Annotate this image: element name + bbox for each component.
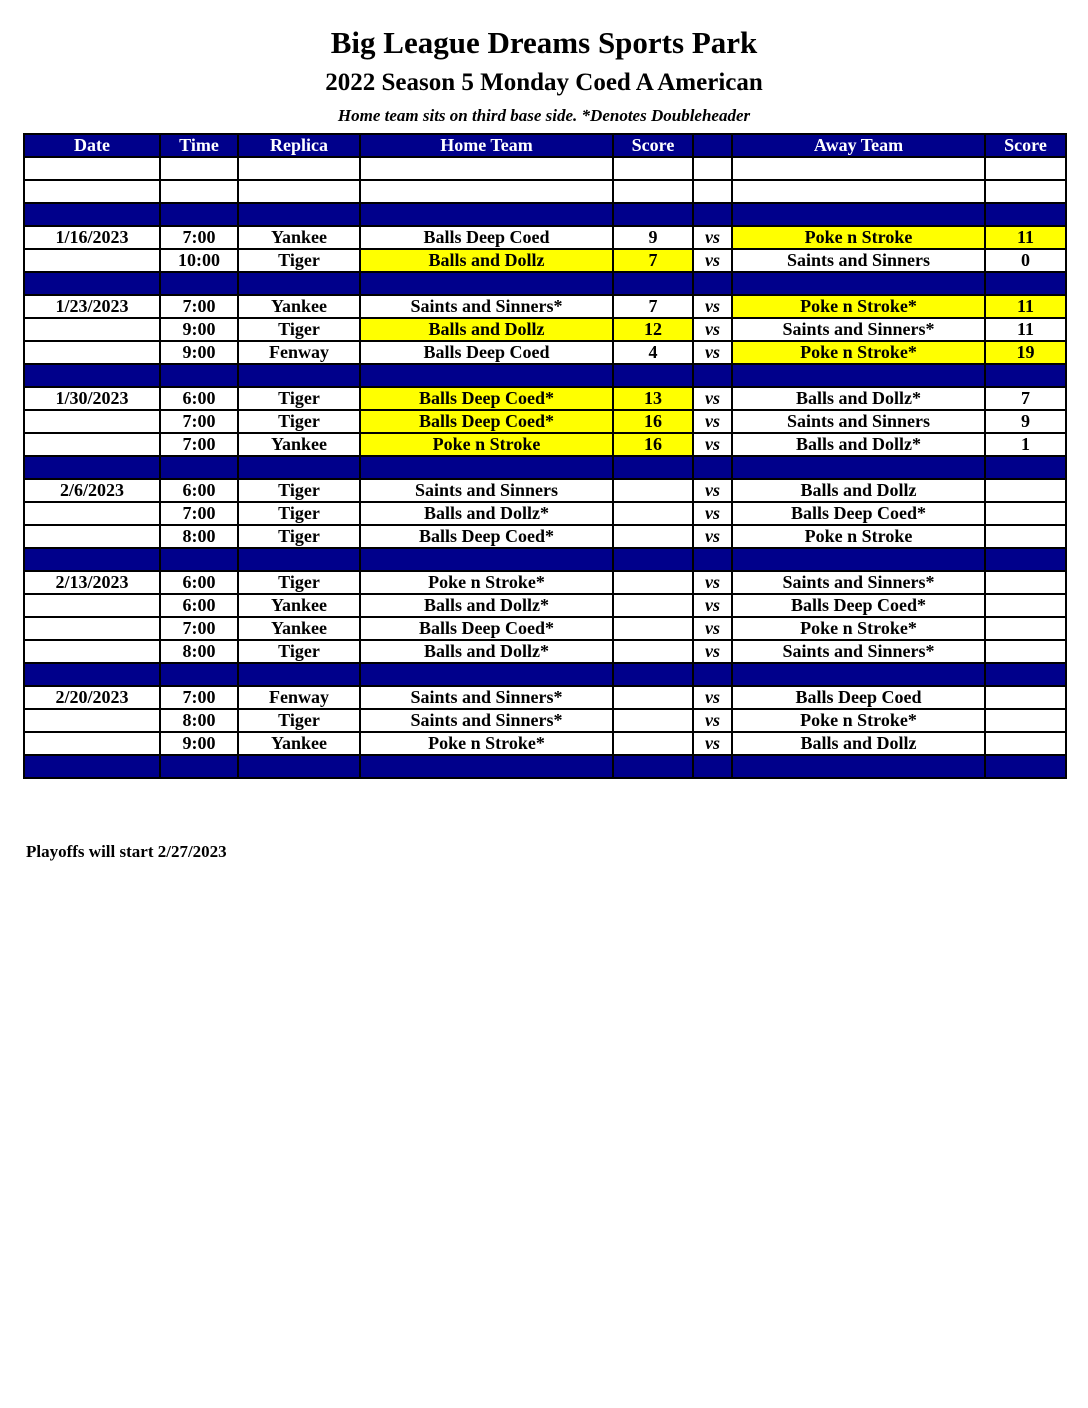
away-team-cell: Balls and Dollz* <box>732 387 985 410</box>
empty-cell <box>732 157 985 180</box>
date-cell: 1/23/2023 <box>24 295 160 318</box>
vs-cell: vs <box>693 433 732 456</box>
away-team-cell: Balls and Dollz <box>732 732 985 755</box>
vs-cell: vs <box>693 732 732 755</box>
away-team-cell: Poke n Stroke* <box>732 341 985 364</box>
game-row <box>24 732 1066 755</box>
separator-cell <box>613 456 693 479</box>
time-cell: 10:00 <box>160 249 238 272</box>
vs-cell: vs <box>693 571 732 594</box>
away-score-cell <box>985 732 1066 755</box>
replica-cell: Tiger <box>238 525 360 548</box>
game-row <box>24 594 1066 617</box>
separator-cell <box>360 364 613 387</box>
home-team-cell: Saints and Sinners <box>360 479 613 502</box>
vs-cell: vs <box>693 479 732 502</box>
empty-cell <box>24 157 160 180</box>
separator-cell <box>693 755 732 778</box>
col-header-vs <box>693 134 732 157</box>
date-cell: 2/13/2023 <box>24 571 160 594</box>
home-team-cell: Balls Deep Coed <box>360 341 613 364</box>
empty-cell <box>693 180 732 203</box>
home-score-cell: 7 <box>613 295 693 318</box>
game-row <box>24 318 1066 341</box>
separator-cell <box>360 456 613 479</box>
replica-cell: Yankee <box>238 617 360 640</box>
date-cell <box>24 341 160 364</box>
separator-cell <box>360 203 613 226</box>
separator-cell <box>160 272 238 295</box>
separator-cell <box>732 663 985 686</box>
replica-cell: Tiger <box>238 502 360 525</box>
separator-cell <box>732 364 985 387</box>
separator-cell <box>160 663 238 686</box>
separator-cell <box>613 755 693 778</box>
away-team-cell: Saints and Sinners <box>732 410 985 433</box>
separator-cell <box>732 548 985 571</box>
schedule-body <box>24 157 1066 778</box>
away-score-cell: 7 <box>985 387 1066 410</box>
home-score-cell: 7 <box>613 249 693 272</box>
away-team-cell: Poke n Stroke <box>732 226 985 249</box>
home-score-cell: 9 <box>613 226 693 249</box>
replica-cell: Yankee <box>238 594 360 617</box>
replica-cell: Tiger <box>238 387 360 410</box>
empty-cell <box>693 157 732 180</box>
separator-cell <box>693 456 732 479</box>
home-score-cell <box>613 525 693 548</box>
separator-cell <box>360 755 613 778</box>
separator-cell <box>732 755 985 778</box>
time-cell: 7:00 <box>160 617 238 640</box>
col-header-replica: Replica <box>238 134 360 157</box>
col-header-home-score: Score <box>613 134 693 157</box>
date-cell <box>24 410 160 433</box>
game-row <box>24 617 1066 640</box>
separator-cell <box>732 203 985 226</box>
separator-cell <box>693 663 732 686</box>
empty-cell <box>238 157 360 180</box>
time-cell: 8:00 <box>160 709 238 732</box>
away-score-cell <box>985 525 1066 548</box>
vs-cell: vs <box>693 226 732 249</box>
separator-cell <box>985 548 1066 571</box>
away-team-cell: Poke n Stroke* <box>732 709 985 732</box>
game-row <box>24 249 1066 272</box>
separator-cell <box>693 272 732 295</box>
replica-cell: Fenway <box>238 341 360 364</box>
home-team-cell: Saints and Sinners* <box>360 686 613 709</box>
separator-cell <box>732 272 985 295</box>
separator-cell <box>360 272 613 295</box>
game-row <box>24 571 1066 594</box>
page-title: Big League Dreams Sports Park <box>330 25 758 60</box>
separator-cell <box>732 456 985 479</box>
away-team-cell: Balls Deep Coed <box>732 686 985 709</box>
separator-cell <box>613 663 693 686</box>
game-row <box>24 295 1066 318</box>
vs-cell: vs <box>693 640 732 663</box>
home-team-cell: Balls Deep Coed* <box>360 410 613 433</box>
home-score-cell <box>613 594 693 617</box>
game-row <box>24 686 1066 709</box>
separator-cell <box>238 663 360 686</box>
away-score-cell <box>985 640 1066 663</box>
home-team-cell: Balls and Dollz <box>360 249 613 272</box>
game-row <box>24 709 1066 732</box>
time-cell: 9:00 <box>160 341 238 364</box>
home-score-cell <box>613 479 693 502</box>
away-score-cell: 0 <box>985 249 1066 272</box>
home-score-cell: 16 <box>613 433 693 456</box>
separator-cell <box>160 548 238 571</box>
empty-cell <box>160 157 238 180</box>
col-header-time: Time <box>160 134 238 157</box>
away-team-cell: Balls and Dollz <box>732 479 985 502</box>
time-cell: 7:00 <box>160 502 238 525</box>
separator-cell <box>360 548 613 571</box>
replica-cell: Yankee <box>238 732 360 755</box>
col-header-away-score: Score <box>985 134 1066 157</box>
home-team-cell: Balls and Dollz* <box>360 594 613 617</box>
date-cell: 2/6/2023 <box>24 479 160 502</box>
game-row <box>24 479 1066 502</box>
home-score-cell <box>613 686 693 709</box>
separator-cell <box>693 203 732 226</box>
date-cell: 1/16/2023 <box>24 226 160 249</box>
date-cell <box>24 732 160 755</box>
game-row <box>24 226 1066 249</box>
home-team-cell: Balls Deep Coed* <box>360 617 613 640</box>
away-score-cell <box>985 686 1066 709</box>
away-score-cell: 1 <box>985 433 1066 456</box>
away-score-cell <box>985 502 1066 525</box>
home-team-cell: Poke n Stroke* <box>360 732 613 755</box>
home-team-cell: Balls and Dollz* <box>360 502 613 525</box>
separator-cell <box>238 272 360 295</box>
game-row <box>24 502 1066 525</box>
home-team-cell: Balls Deep Coed* <box>360 387 613 410</box>
playoffs-note: Playoffs will start 2/27/2023 <box>26 842 227 861</box>
date-cell <box>24 640 160 663</box>
separator-cell <box>613 272 693 295</box>
separator-cell <box>24 203 160 226</box>
schedule-table <box>23 133 1067 779</box>
away-team-cell: Balls and Dollz* <box>732 433 985 456</box>
separator-cell <box>985 364 1066 387</box>
empty-cell <box>732 180 985 203</box>
time-cell: 9:00 <box>160 732 238 755</box>
vs-cell: vs <box>693 387 732 410</box>
date-cell <box>24 433 160 456</box>
date-cell <box>24 709 160 732</box>
game-row <box>24 433 1066 456</box>
game-row <box>24 525 1066 548</box>
home-team-cell: Balls and Dollz <box>360 318 613 341</box>
vs-cell: vs <box>693 502 732 525</box>
away-team-cell: Poke n Stroke <box>732 525 985 548</box>
away-team-cell: Balls Deep Coed* <box>732 594 985 617</box>
away-team-cell: Saints and Sinners <box>732 249 985 272</box>
replica-cell: Yankee <box>238 226 360 249</box>
date-cell <box>24 249 160 272</box>
separator-cell <box>24 663 160 686</box>
time-cell: 7:00 <box>160 226 238 249</box>
vs-cell: vs <box>693 341 732 364</box>
date-cell <box>24 594 160 617</box>
separator-cell <box>24 456 160 479</box>
separator-cell <box>693 364 732 387</box>
away-score-cell: 9 <box>985 410 1066 433</box>
vs-cell: vs <box>693 525 732 548</box>
week-separator-row <box>24 203 1066 226</box>
empty-cell <box>160 180 238 203</box>
week-separator-row <box>24 663 1066 686</box>
replica-cell: Yankee <box>238 295 360 318</box>
separator-cell <box>238 456 360 479</box>
empty-row <box>24 180 1066 203</box>
separator-cell <box>613 203 693 226</box>
separator-cell <box>985 663 1066 686</box>
separator-cell <box>693 548 732 571</box>
week-separator-row <box>24 364 1066 387</box>
separator-cell <box>160 456 238 479</box>
away-team-cell: Balls Deep Coed* <box>732 502 985 525</box>
separator-cell <box>985 456 1066 479</box>
date-cell <box>24 502 160 525</box>
empty-cell <box>360 157 613 180</box>
vs-cell: vs <box>693 686 732 709</box>
away-score-cell: 11 <box>985 318 1066 341</box>
home-score-cell <box>613 502 693 525</box>
separator-cell <box>24 272 160 295</box>
home-team-cell: Balls and Dollz* <box>360 640 613 663</box>
replica-cell: Yankee <box>238 433 360 456</box>
week-separator-row <box>24 548 1066 571</box>
separator-cell <box>160 755 238 778</box>
home-score-cell <box>613 571 693 594</box>
away-score-cell <box>985 709 1066 732</box>
vs-cell: vs <box>693 709 732 732</box>
empty-cell <box>238 180 360 203</box>
schedule-note: Home team sits on third base side. *Denotes Doubleheader <box>337 106 751 125</box>
away-score-cell <box>985 571 1066 594</box>
time-cell: 7:00 <box>160 410 238 433</box>
separator-cell <box>160 364 238 387</box>
game-row <box>24 341 1066 364</box>
separator-cell <box>985 272 1066 295</box>
replica-cell: Tiger <box>238 571 360 594</box>
home-score-cell <box>613 732 693 755</box>
away-team-cell: Poke n Stroke* <box>732 295 985 318</box>
home-team-cell: Balls Deep Coed* <box>360 525 613 548</box>
vs-cell: vs <box>693 295 732 318</box>
date-cell: 1/30/2023 <box>24 387 160 410</box>
vs-cell: vs <box>693 410 732 433</box>
home-score-cell: 16 <box>613 410 693 433</box>
home-score-cell <box>613 617 693 640</box>
time-cell: 9:00 <box>160 318 238 341</box>
separator-cell <box>160 203 238 226</box>
away-team-cell: Poke n Stroke* <box>732 617 985 640</box>
empty-cell <box>24 180 160 203</box>
time-cell: 8:00 <box>160 525 238 548</box>
home-team-cell: Saints and Sinners* <box>360 295 613 318</box>
home-team-cell: Saints and Sinners* <box>360 709 613 732</box>
home-score-cell: 4 <box>613 341 693 364</box>
home-team-cell: Poke n Stroke* <box>360 571 613 594</box>
replica-cell: Tiger <box>238 709 360 732</box>
time-cell: 7:00 <box>160 295 238 318</box>
date-cell: 2/20/2023 <box>24 686 160 709</box>
empty-cell <box>360 180 613 203</box>
game-row <box>24 387 1066 410</box>
home-team-cell: Balls Deep Coed <box>360 226 613 249</box>
date-cell <box>24 525 160 548</box>
away-score-cell <box>985 617 1066 640</box>
time-cell: 6:00 <box>160 571 238 594</box>
week-separator-row <box>24 755 1066 778</box>
replica-cell: Fenway <box>238 686 360 709</box>
empty-cell <box>985 180 1066 203</box>
date-cell <box>24 318 160 341</box>
game-row <box>24 640 1066 663</box>
home-score-cell <box>613 709 693 732</box>
empty-row <box>24 157 1066 180</box>
col-header-away-team: Away Team <box>732 134 985 157</box>
empty-cell <box>613 157 693 180</box>
vs-cell: vs <box>693 617 732 640</box>
away-score-cell <box>985 479 1066 502</box>
home-score-cell: 13 <box>613 387 693 410</box>
season-subtitle: 2022 Season 5 Monday Coed A American <box>325 69 763 96</box>
time-cell: 6:00 <box>160 387 238 410</box>
separator-cell <box>24 364 160 387</box>
time-cell: 7:00 <box>160 433 238 456</box>
time-cell: 8:00 <box>160 640 238 663</box>
away-score-cell: 11 <box>985 226 1066 249</box>
col-header-home-team: Home Team <box>360 134 613 157</box>
home-score-cell <box>613 640 693 663</box>
col-header-date: Date <box>24 134 160 157</box>
replica-cell: Tiger <box>238 410 360 433</box>
separator-cell <box>985 755 1066 778</box>
away-team-cell: Saints and Sinners* <box>732 318 985 341</box>
separator-cell <box>360 663 613 686</box>
separator-cell <box>238 203 360 226</box>
separator-cell <box>613 548 693 571</box>
replica-cell: Tiger <box>238 479 360 502</box>
game-row <box>24 410 1066 433</box>
time-cell: 6:00 <box>160 594 238 617</box>
away-score-cell: 11 <box>985 295 1066 318</box>
separator-cell <box>985 203 1066 226</box>
week-separator-row <box>24 272 1066 295</box>
away-team-cell: Saints and Sinners* <box>732 640 985 663</box>
away-score-cell <box>985 594 1066 617</box>
time-cell: 7:00 <box>160 686 238 709</box>
separator-cell <box>238 364 360 387</box>
week-separator-row <box>24 456 1066 479</box>
empty-cell <box>985 157 1066 180</box>
replica-cell: Tiger <box>238 318 360 341</box>
header-row <box>24 134 1066 157</box>
time-cell: 6:00 <box>160 479 238 502</box>
separator-cell <box>24 755 160 778</box>
vs-cell: vs <box>693 249 732 272</box>
home-score-cell: 12 <box>613 318 693 341</box>
home-team-cell: Poke n Stroke <box>360 433 613 456</box>
separator-cell <box>238 755 360 778</box>
separator-cell <box>613 364 693 387</box>
vs-cell: vs <box>693 594 732 617</box>
date-cell <box>24 617 160 640</box>
replica-cell: Tiger <box>238 249 360 272</box>
away-score-cell: 19 <box>985 341 1066 364</box>
empty-cell <box>613 180 693 203</box>
separator-cell <box>238 548 360 571</box>
vs-cell: vs <box>693 318 732 341</box>
replica-cell: Tiger <box>238 640 360 663</box>
away-team-cell: Saints and Sinners* <box>732 571 985 594</box>
separator-cell <box>24 548 160 571</box>
